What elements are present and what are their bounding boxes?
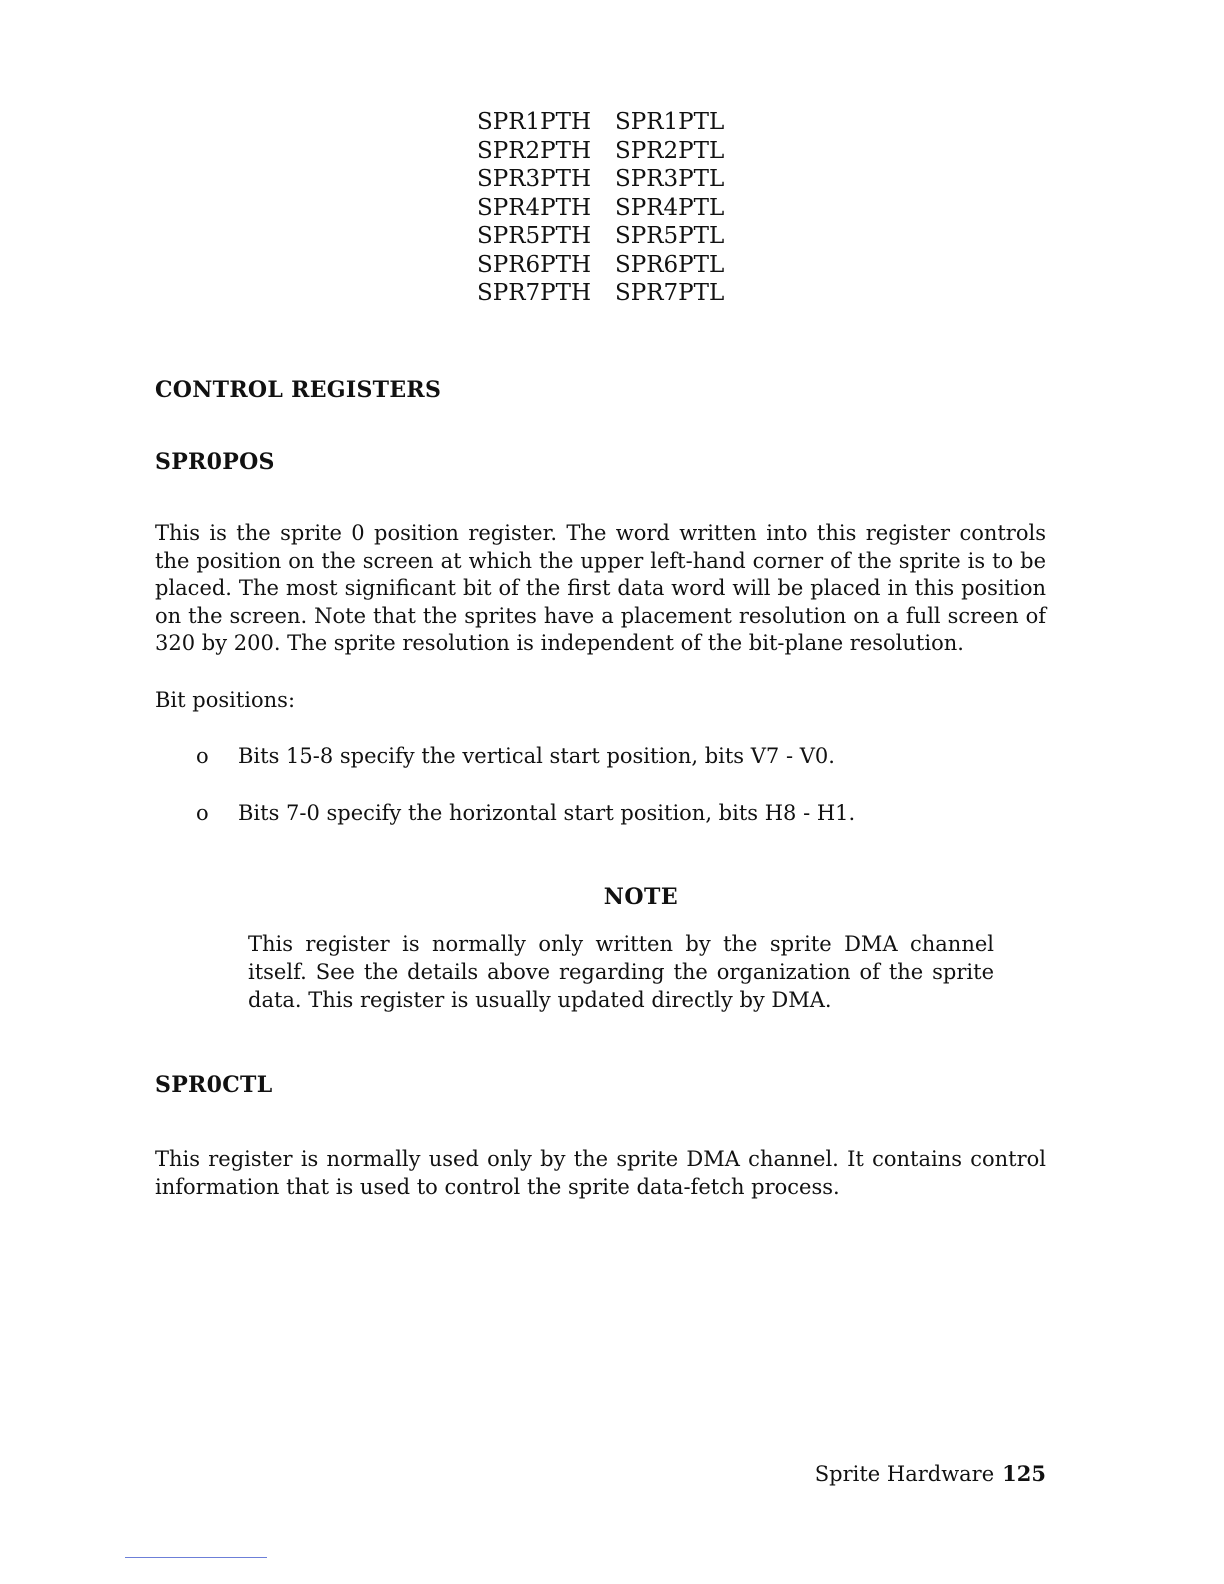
section-heading: CONTROL REGISTERS — [155, 377, 442, 403]
register-low-cell: SPR7PTL — [615, 280, 725, 306]
register-low-cell: SPR6PTL — [615, 251, 725, 278]
page-footer — [815, 1461, 1046, 1486]
register-table — [477, 108, 724, 308]
register-high-cell: SPR5PTH — [477, 223, 592, 249]
note-title: NOTE — [603, 884, 679, 910]
register-low-cell: SPR3PTL — [615, 166, 725, 192]
sprpos-heading: SPR0POS — [155, 449, 275, 475]
register-low-cell: SPR4PTL — [615, 194, 725, 221]
register-row — [477, 165, 724, 194]
register-row — [477, 279, 724, 308]
register-low-cell: SPR1PTL — [615, 109, 725, 135]
register-row — [477, 251, 724, 280]
sprpos-paragraph: This is the sprite 0 position register. The word written into this register controls the position on the screen at which the upper left-hand corner of the sprite is to be placed. The most significant bit of the first data word will be placed in this position on the screen. Note that the sprites have a placement resolution on a full screen of 320 by 200. The sprite resolution is independent of the bit-plane resolution. — [155, 521, 1046, 655]
note-body: This register is normally only written by the sprite DMA channel itself. See the details above regarding the organization of the sprite data. This register is usually updated directly by DMA. — [248, 932, 994, 1012]
register-row — [477, 194, 724, 223]
bit-positions-label: Bit positions: — [155, 688, 296, 712]
register-row — [477, 222, 724, 251]
register-row — [477, 108, 724, 137]
bullet-marker: o — [196, 744, 209, 768]
register-high-cell: SPR1PTH — [477, 109, 592, 135]
register-row — [477, 137, 724, 166]
sprctl-paragraph: This register is normally used only by the sprite DMA channel. It contains control information that is used to control the sprite data-fetch process. — [155, 1147, 1046, 1199]
bullet-text: Bits 7-0 specify the horizontal start position, bits H8 - H1. — [238, 801, 856, 825]
register-high-cell: SPR3PTH — [477, 166, 592, 192]
bullet-marker: o — [196, 801, 209, 825]
sprctl-heading: SPR0CTL — [155, 1072, 273, 1098]
bullet-item — [196, 744, 835, 768]
register-high-cell: SPR6PTH — [477, 251, 592, 278]
footer-section-title: Sprite Hardware — [814, 1462, 995, 1486]
bullet-item — [196, 801, 855, 825]
register-low-cell: SPR2PTL — [615, 137, 725, 164]
bullet-text: Bits 15-8 specify the vertical start position, bits V7 - V0. — [238, 744, 835, 768]
register-low-cell: SPR5PTL — [615, 223, 725, 249]
register-high-cell: SPR7PTH — [477, 280, 592, 306]
page-number: 125 — [1002, 1461, 1046, 1486]
register-high-cell: SPR2PTH — [477, 137, 592, 164]
footer-rule — [125, 1557, 267, 1558]
register-high-cell: SPR4PTH — [477, 194, 592, 221]
